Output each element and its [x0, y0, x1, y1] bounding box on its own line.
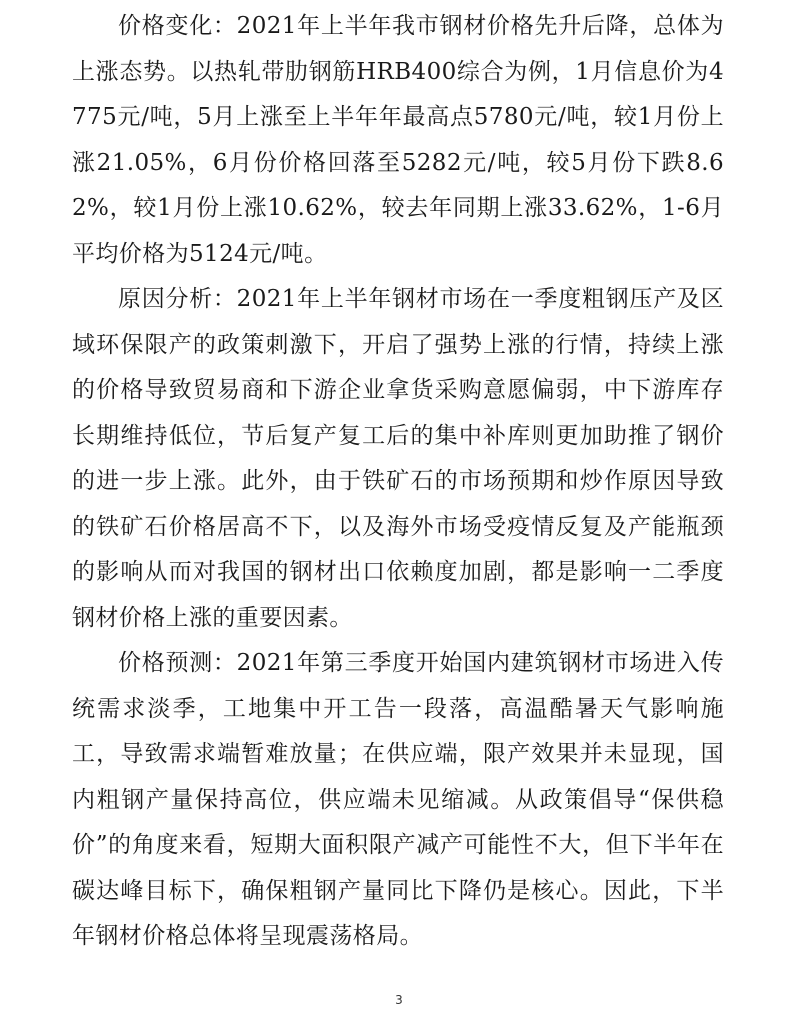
page-number: 3	[395, 993, 403, 1007]
paragraph-cause-analysis: 原因分析：2021年上半年钢材市场在一季度粗钢压产及区域环保限产的政策刺激下，开启了强势上涨的行情，持续上涨的价格导致贸易商和下游企业拿货采购意愿偏弱，中下游库存长期维持低位，节后复产复工后的集中补库则更加助推了钢价的进一步上涨。此外，由于铁矿石的市场预期和炒作原因导致的铁矿石价格居高不下，以及海外市场受疫情反复及产能瓶颈的影响从而对我国的钢材出口依赖度加剧，都是影响一二季度钢材价格上涨的重要因素。	[72, 286, 724, 631]
paragraph-price-forecast: 价格预测：2021年第三季度开始国内建筑钢材市场进入传统需求淡季，工地集中开工告一段落，高温酷暑天气影响施工，导致需求端暂难放量；在供应端，限产效果并未显现，国内粗钢产量保持高位，供应端未见缩减。从政策倡导“保供稳价”的角度来看，短期大面积限产减产可能性不大，但下半年在碳达峰目标下，确保粗钢产量同比下降仍是核心。因此，下半年钢材价格总体将呈现震荡格局。	[72, 650, 724, 949]
document-body	[72, 4, 724, 960]
paragraph-price-change: 价格变化：2021年上半年我市钢材价格先升后降，总体为上涨态势。以热轧带肋钢筋HRB400综合为例，1月信息价为4775元/吨，5月上涨至上半年年最高点5780元/吨，较1月份上涨21.05%，6月份价格回落至5282元/吨，较5月份下跌8.62%，较1月份上涨10.62%，较去年同期上涨33.62%，1-6月平均价格为5124元/吨。	[72, 13, 724, 267]
